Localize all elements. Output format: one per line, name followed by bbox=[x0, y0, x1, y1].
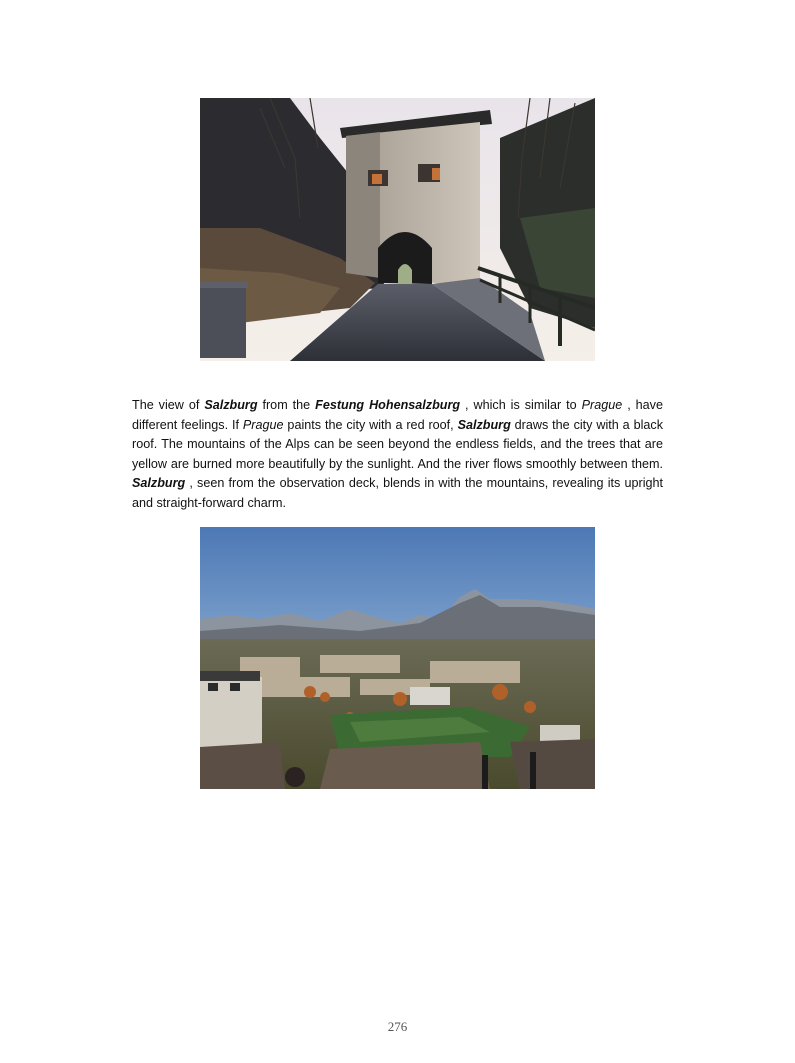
city-name-italic: Prague bbox=[581, 398, 623, 412]
city-name-emphasis: Salzburg bbox=[132, 476, 186, 490]
paragraph-text: , have different feelings. If bbox=[132, 398, 663, 432]
paragraph-text: , which is similar to bbox=[460, 398, 582, 412]
paragraph-text: from the bbox=[257, 398, 316, 412]
page-number: 276 bbox=[387, 1019, 408, 1034]
paragraph-text: , seen from the observation deck, blends in with the mountains, revealing its upright and straight-forward charm. bbox=[132, 476, 663, 510]
city-name-emphasis: Salzburg bbox=[204, 398, 258, 412]
city-name-emphasis: Salzburg bbox=[457, 417, 511, 432]
paragraph-text: paints the city with a red roof, bbox=[283, 417, 458, 432]
city-panorama-photo bbox=[200, 527, 595, 789]
fortress-name-emphasis: Festung Hohensalzburg bbox=[315, 398, 461, 412]
panorama-illustration bbox=[200, 527, 595, 789]
city-name-italic: Prague bbox=[242, 417, 284, 432]
gatehouse-photo bbox=[200, 98, 595, 361]
caption-paragraph bbox=[132, 396, 663, 513]
gatehouse-illustration bbox=[200, 98, 595, 361]
paragraph-text: The view of bbox=[132, 398, 205, 412]
paragraph-text: draws the city with a black roof. The mountains of the Alps can be seen beyond the endless fields, and the trees that are yellow are burned more beautifully by the sunlight. And the river flows smoothly between them. bbox=[132, 417, 663, 471]
